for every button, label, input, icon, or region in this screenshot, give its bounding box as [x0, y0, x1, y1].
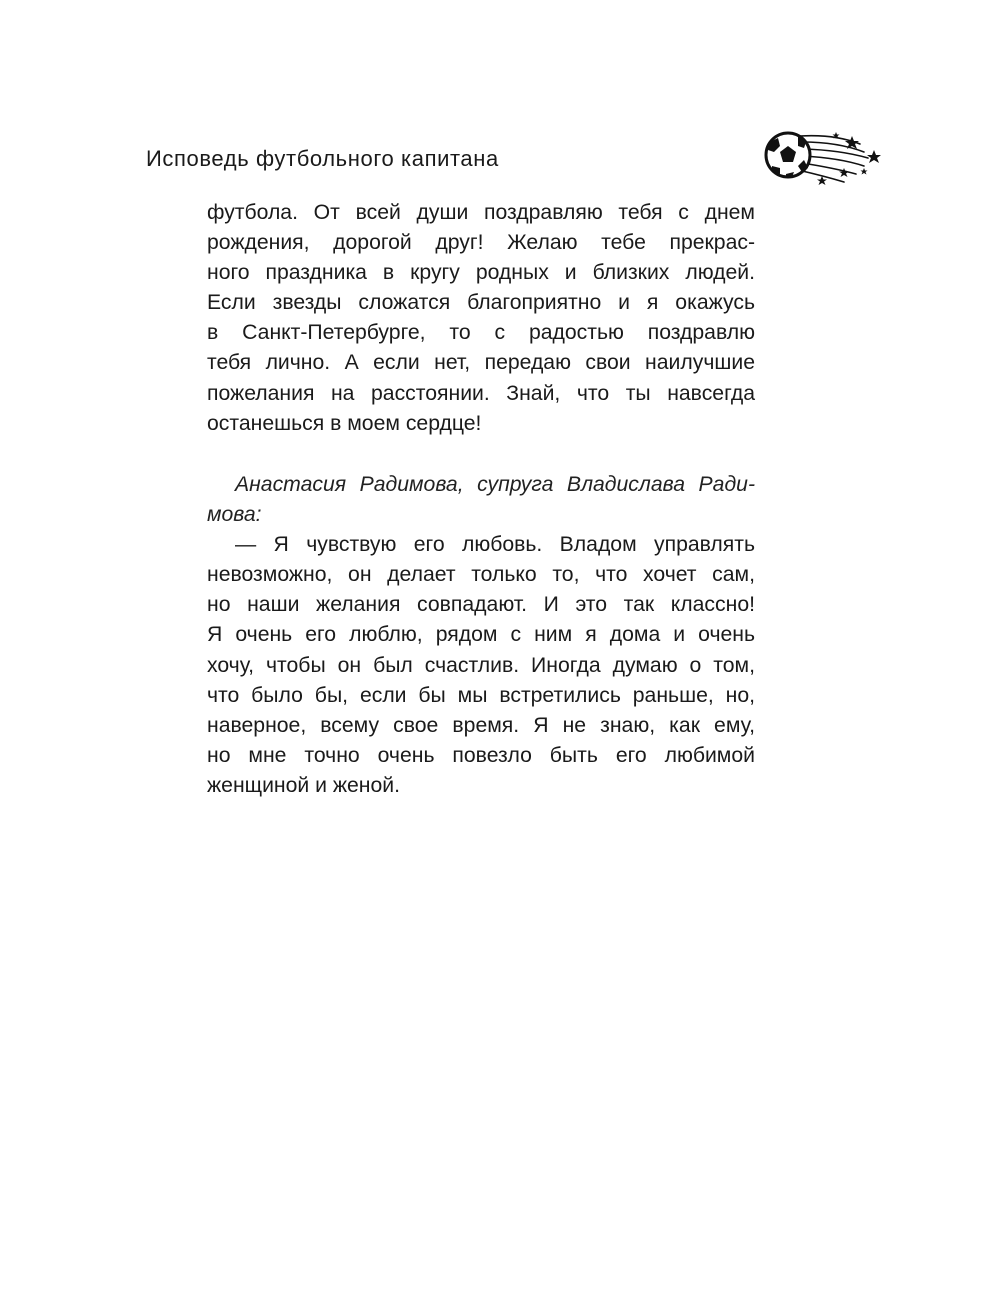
quote-section [207, 470, 755, 801]
quote-line: но наши желания совпадают. И это так классно! [207, 593, 755, 617]
quote-line: женщиной и женой. [207, 773, 401, 797]
quote-line: что было бы, если бы мы встретились раньше, но, [207, 683, 755, 707]
attribution-line: мова: [207, 503, 262, 527]
text-line: Если звезды сложатся благоприятно и я окажусь [207, 291, 755, 315]
quote-line: невозможно, он делает только то, что хочет сам, [207, 563, 755, 587]
text-line: футбола. От всей души поздравляю тебя с днем [207, 201, 755, 224]
quote-line: но мне точно очень повезло быть его любимой [207, 743, 755, 767]
paragraph-birthday-wishes [207, 198, 755, 439]
text-line: тебя лично. А если нет, передаю свои наилучшие [207, 351, 755, 375]
text-line: в Санкт-Петербурге, то с радостью поздравлю [207, 321, 755, 345]
quote-line: хочу, чтобы он был счастлив. Иногда думаю о том, [207, 653, 755, 677]
attribution-line: Анастасия Радимова, супруга Владислава Ради- [235, 473, 755, 496]
text-line: ного праздника в кругу родных и близких людей. [207, 261, 755, 285]
quote-line: наверное, всему свое время. Я не знаю, как ему, [207, 713, 755, 737]
text-line: рождения, дорогой друг! Желаю тебе прекрас- [207, 231, 755, 255]
quote-line: Я очень его люблю, рядом с ним я дома и очень [207, 623, 755, 647]
soccer-ball-with-stars-icon [760, 122, 886, 194]
text-line: останешься в моем сердце! [207, 411, 482, 435]
quote-line: — Я чувствую его любовь. Владом управлять [235, 533, 755, 557]
text-line: пожелания на расстоянии. Знай, что ты навсегда [207, 381, 755, 405]
running-head-title: Исповедь футбольного капитана [146, 146, 499, 171]
